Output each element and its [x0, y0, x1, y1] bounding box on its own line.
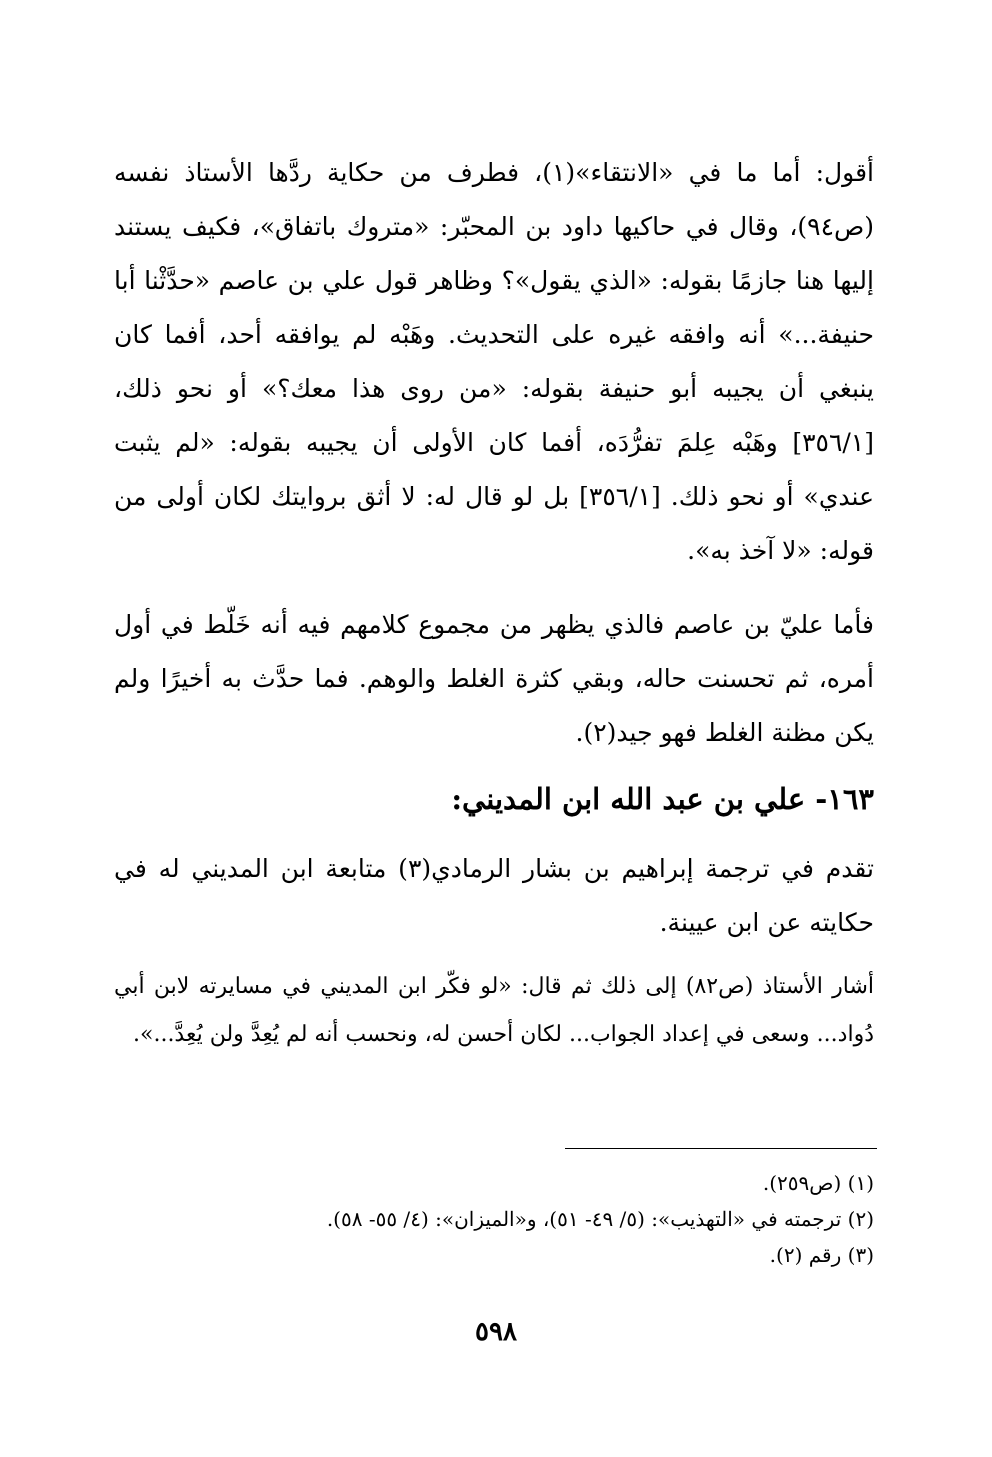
paragraph-3: تقدم في ترجمة إبراهيم بن بشار الرمادي(٣) متابعة ابن المديني له في حكايته عن ابن عيينة. — [114, 854, 874, 937]
page-number: ٥٩٨ — [475, 1317, 517, 1347]
footnote-1: (١) (ص٢٥٩). — [762, 1171, 874, 1195]
footnote-separator — [565, 1148, 877, 1149]
paragraph-2: فأما عليّ بن عاصم فالذي يظهر من مجموع كلامهم فيه أنه خَلّط في أول أمره، ثم تحسنت حاله، وبقي كثرة الغلط والوهم. فما حدَّث به أخيرًا ولم يكن مظنة الغلط فهو جيد(٢). — [114, 610, 874, 747]
section-heading: ١٦٣- علي بن عبد الله ابن المديني: — [451, 782, 874, 816]
paragraph-4: أشار الأستاذ (ص٨٢) إلى ذلك ثم قال: «لو فكّر ابن المديني في مسايرته لابن أبي دُواد... وسعى في إعداد الجواب... لكان أحسن له، ونحسب أنه لم يُعِدَّ ولن يُعِدَّ...». — [114, 974, 874, 1047]
footnotes — [114, 1165, 874, 1273]
paragraph-1: أقول: أما ما في «الانتقاء»(١)، فطرف من حكاية ردَّها الأستاذ نفسه (ص٩٤)، وقال في حاكيها داود بن المحبّر: «متروك باتفاق»، فكيف يستند إليها هنا جازمًا بقوله: «الذي يقول»؟ وظاهر قول علي بن عاصم «حدَّثْنا أبا حنيفة...» أنه وافقه غيره على التحديث. وهَبْه لم يوافقه أحد، أفما كان ينبغي أن يجيبه أبو حنيفة بقوله: «من روى هذا معك؟» أو نحو ذلك، [٣٥٦/١] وهَبْه عِلمَ تفرُّدَه، أفما كان الأولى أن يجيبه بقوله: «لم يثبت عندي» أو نحو ذلك. [٣٥٦/١] بل لو قال له: لا أثق بروايتك لكان أولى من قوله: «لا آخذ به». — [114, 158, 874, 565]
footnote-3: (٣) رقم (٢). — [769, 1243, 874, 1267]
footnote-2: (٢) ترجمته في «التهذيب»: (٥/ ٤٩- ٥١)، و«الميزان»: (٤/ ٥٥- ٥٨). — [326, 1207, 874, 1231]
